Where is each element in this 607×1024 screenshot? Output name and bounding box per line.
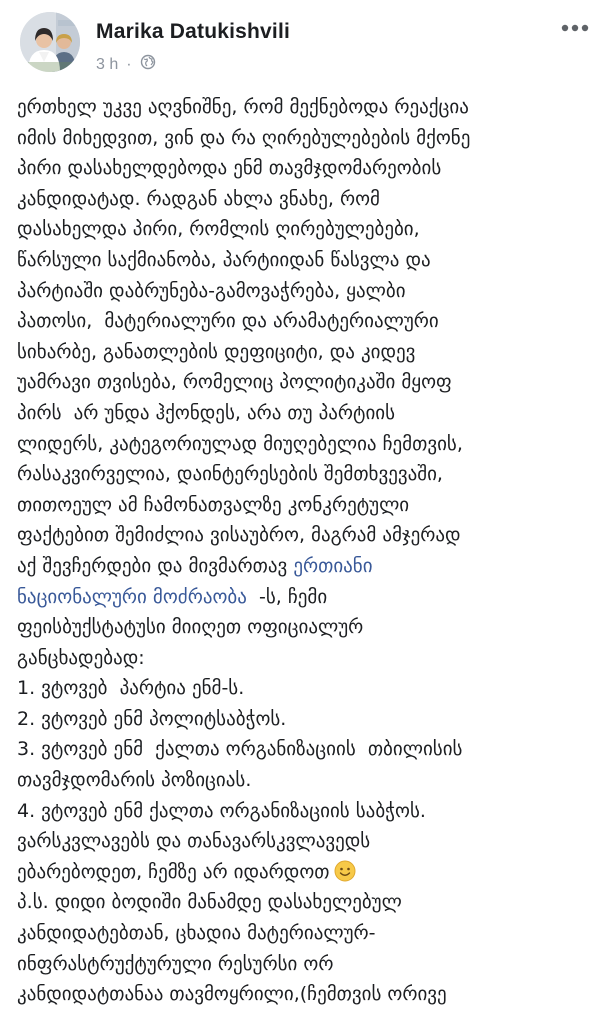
author-name[interactable]: Marika Datukishvili xyxy=(96,20,291,43)
post-text-part-3: პ.ს. დიდი ბოდიში მანამდე დასახელებულ კანდიდატებთან, ცხადია მატერიალურ- ინფრასტრუქტურული რესურსი ორ კანდიდატთანაა თავმოყრილი,(ჩემთვის ორივე xyxy=(17,891,447,1006)
author-avatar[interactable] xyxy=(20,12,80,72)
smiley-emoji-icon xyxy=(334,860,356,882)
more-options-icon[interactable] xyxy=(557,14,593,42)
post-meta xyxy=(96,54,156,75)
party-link[interactable]: ერთიანი ნაციონალური მოძრაობა xyxy=(17,554,373,608)
post-time[interactable]: 3 h xyxy=(96,55,119,73)
post-body xyxy=(17,92,597,1010)
avatar-photo xyxy=(20,12,80,72)
post-text-part-1: ერთხელ უკვე აღვნიშნე, რომ მექნებოდა რეაქცია იმის მიხედვით, ვინ და რა ღირებულებების მქონე პირი დასახელდებოდა ენმ თავმჯდომარეობის კანდიდატად. რადგან ახლა ვნახე, რომ დასახელდა პირი, რომლის ღირებულებები, წარსული საქმიანობა, პარტიიდან წასვლა და პარტიაში დაბრუნება-გამოვაჭრება, ყალბი პათოსი, მატერიალური და არამატერიალური სიხარბე, განათლების დეფიციტი, და კიდევ უამრავი თვისება, რომელიც პოლიტიკაში მყოფ პირს არ უნდა ჰქონდეს, არა თუ პარტიის ლიდერს, კატეგორიულად მიუღებელია ჩემთვის, რასაკვირველია, დაინტერესების შემთხვევაში, თითოეულ ამ ჩამონათვალზე კონკრეტული ფაქტებით შემიძლია ვისაუბრო, მაგრამ ამჯერად აქ შევჩერდები და მივმართავ xyxy=(17,96,471,577)
post-header xyxy=(0,0,607,92)
post-text-part-2: -ს, ჩემი ფეისბუქსტატუსი მიიღეთ ოფიციალურ განცხადებად: 1. ვტოვებ პარტია ენმ-ს. 2. ვტოვებ ენმ პოლიტსაბჭოს. 3. ვტოვებ ენმ ქალთა ორგანიზაციის თბილისის თავმჯდომარის პოზიციას. 4. ვტოვებ ენმ ქალთა ორგანიზაციის საბჭოს. ვარსკვლავებს და თანავარსკვლავედს ებარებოდეთ, ჩემზე არ იდარდოთ xyxy=(17,585,463,883)
meta-separator: · xyxy=(126,55,132,73)
globe-icon[interactable] xyxy=(140,54,156,75)
